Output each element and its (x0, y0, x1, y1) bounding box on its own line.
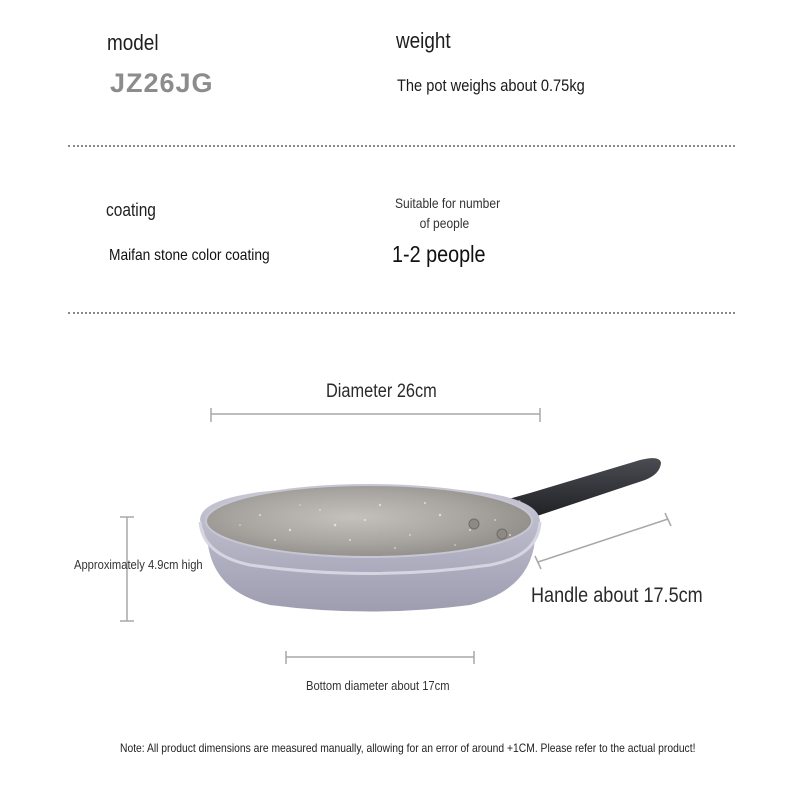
bottom-diameter-label: Bottom diameter about 17cm (306, 678, 450, 693)
people-label-line1: Suitable for number (395, 195, 501, 211)
weight-label: weight (396, 28, 451, 53)
coating-label: coating (106, 200, 156, 220)
weight-value: The pot weighs about 0.75kg (397, 76, 585, 95)
rivet-icon (469, 519, 479, 529)
handle-dimension-line (538, 519, 668, 562)
people-value: 1-2 people (392, 241, 486, 267)
height-label: Approximately 4.9cm high (74, 557, 203, 572)
rivet-icon (497, 529, 507, 539)
people-label-line2: of people (419, 215, 470, 231)
model-value: JZ26JG (110, 68, 214, 98)
measurement-note: Note: All product dimensions are measured manually, allowing for an error of around +1CM. Please refer to the actual product! (120, 741, 696, 755)
handle-length-label: Handle about 17.5cm (531, 584, 703, 607)
coating-value: Maifan stone color coating (109, 247, 270, 264)
model-label: model (107, 30, 159, 55)
diameter-label: Diameter 26cm (326, 381, 437, 402)
